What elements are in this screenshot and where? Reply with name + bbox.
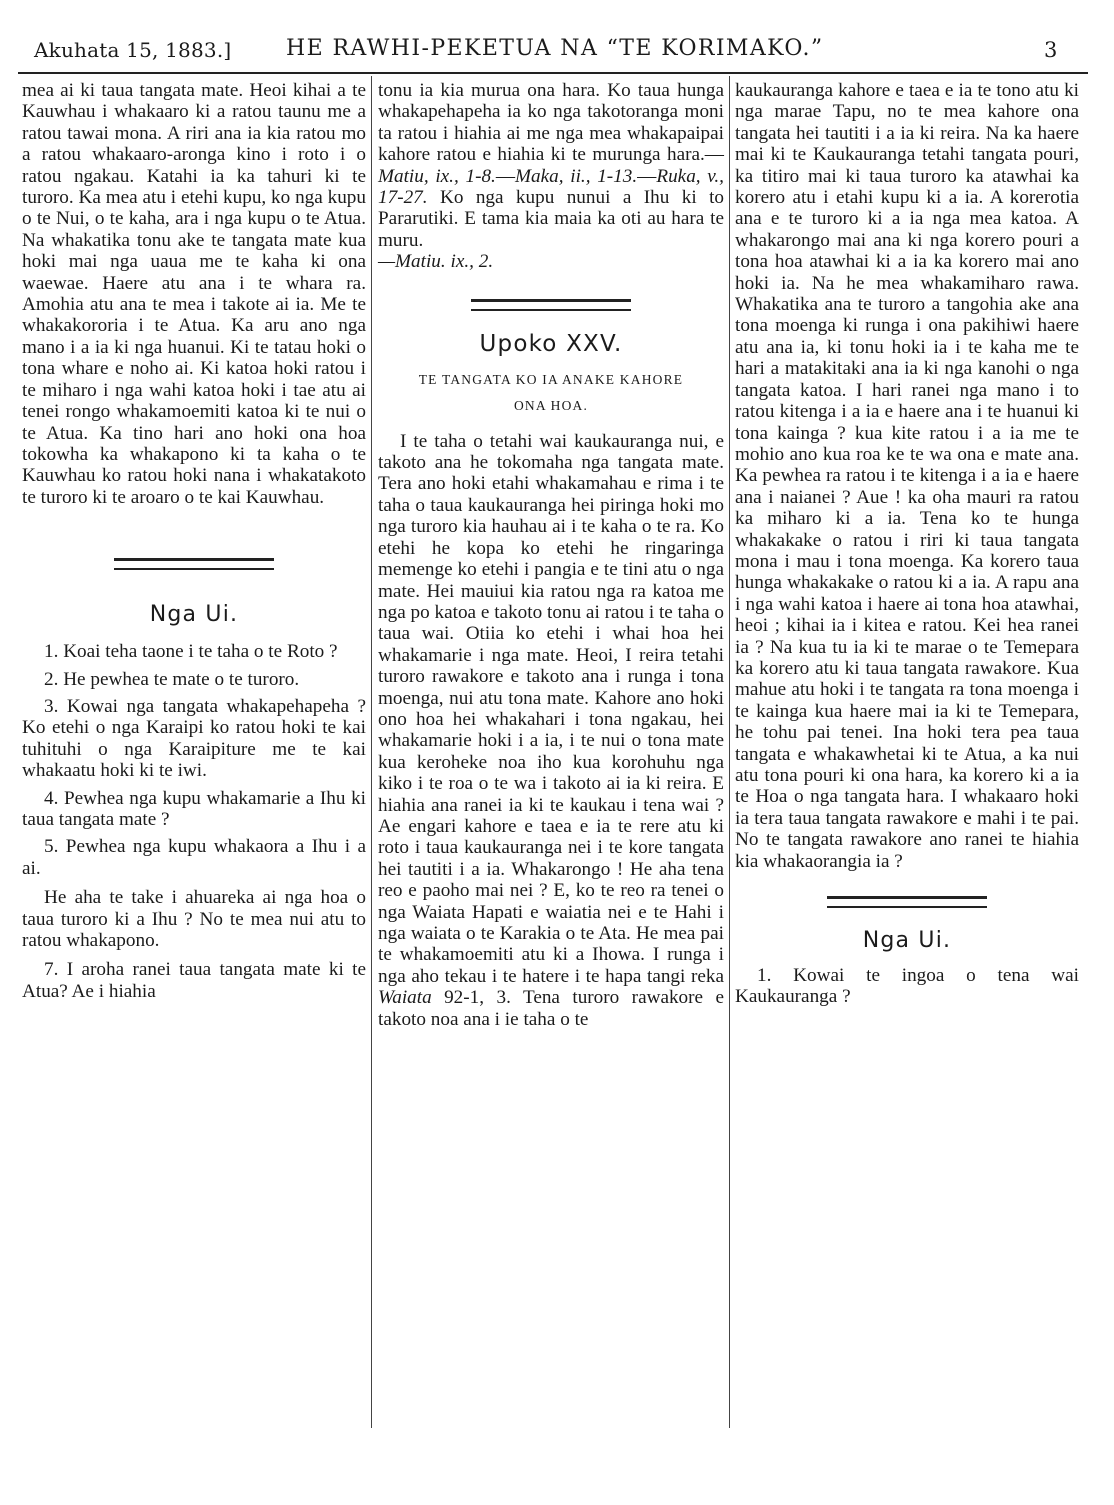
chapter-body — [378, 431, 724, 1030]
page-number: 3 — [1044, 38, 1058, 62]
header-rule — [18, 72, 1088, 74]
section-divider — [471, 299, 631, 311]
paragraph-text: 92-1, 3. Tena turoro rawakore e takoto noa ana i ie taha o te — [378, 987, 724, 1030]
chapter-continuation: kaukauranga kahore e taea e ia te tono atu ki nga marae Tapu, no te mea kahore ona tangata hei tautiti i a ia ki reira. Na ka haere mai ki te Kaukauranga tetahi tangata pouri, ka titiro mai ki taua turoro ka atawhai ka korero atu i etahi kupu ki a ia. A korerotia ana e te turoro ki a ia nga mea katoa. A whakarongo mai ana ki nga korero pouri a tona hoa atawhai ki a ia ka korero mai ano hoki ia. Na he mea whakamiharo rawa. Whakatika ana te turoro a tangohia ake ana tona moenga ki runga i ona pakihiwi haere atu ana ia, ki tonu hoki ia i te kaha me te hari a matakitaki ana ia ki nga kanohi o nga tangata katoa. I hari ranei nga mano i to ratou kitenga i a ia e haere ana i te huanui ki tona kainga ? kua kite ratou i a ia me te mohio ano kua roa ke te wa ona e mate ana. Ka pewhea ra ratou i te kitenga i a ia e haere ana i naianei ? Aue ! ka oha mauri ra ratou ka miharo ki a ia. Tena ko te hunga whakakake o ratou i riri ki taua tangata mona i mau i tona moenga. Ka korero taua hunga whakakake o ratou ki a ia. A rapu ana i nga wahi katoa i haere ai tona hoa atawhai, heoi ; kihai ia i kitea e ratou. Kei hea ranei ia ? Na kua tu ia ki te marae o te Temepara ka korero atu ki taua tangata rawakore. Kua mahue atu hoki i te tangata ra tona moenga i te kainga kua haere mai ia ki te Temepara, he tohu pai tenei. Ina hoki tera pea taua tangata e whakawhetai ki te Atua, a ka nui atu tona pouri ki ona hara, ka korero ki a ia te Hoa o nga tangata hara. I whakaaro hoki ia tera taua tangata rawakore e mahi i te pai. No te tangata rawakore ano ranei te hiahia kia whakaorangia ia ? — [735, 80, 1079, 872]
paragraph-text: I te taha o tetahi wai kaukauranga nui, e takoto ana he tokomaha nga tangata mate. Tera ano hoki etahi whakamahau e rima i te taha o taua kaukauranga hei piringa hoki mo nga turoro kia hauhau ai i te kaha o te ra. Ko etehi he kopa ko etehi he ringaringa memenge ko etehi i pangia e te tini atu o nga mate. Hei mauiui kia ratou nga ra katoa me nga po katoa e takoto tonu ai ratou i te taha o taua wai. Otiia ko etehi i whai hoa hei whakamarie i nga mate. Heoi, I reira tetahi turoro rawakore e takoto ana i runga i tona moenga, nui atu tona mate. Kahore ano hoki ono hoa hei whakahari i tona ngakau, hei whakamarie hoki i a ia, i te nui o tona mate kua keroheke noa iho kua korohuhu nga kiko i te roa o te wa i takoto ai ia ki reira. E hiahia ana ranei ia ki te kaukau i tena wai ? Ae engari kahore e taea e ia te rere atu ki roto i taua kaukauranga nei i te kore tangata hei tautiti i a ia. Whakarongo ! He aha tena reo e paoho mai nei ? E, ko te reo ra tenei o nga Waiata Hapati e waiatia nei e te Hahi i nga waiata o te Karakia o te Ata. He mea pai te whakamoemiti atu ki a Ihowa. I runga i nga aho tekau i te hatere i te hapa tangi reka — [378, 430, 724, 987]
article-continuation: mea ai ki taua tangata mate. Heoi kihai a te Kauwhau i whakaaro ki a ratou taunu me a ratou tawai mona. A riri ana ia kia ratou mo a ratou whakaaro-aronga kino i roto i o ratou ngakau. Katahi ia ka tahuri ki te turoro. Ka mea atu i etehi kupu, ko nga kupu o te Nui, o te kaha, ara i nga kupu o te Atua. Na whakatika tonu ake te tangata mate kua hoki mai nga uaua me te kaha ki ona waewae. Haere atu ana i te whara ra. Amohia atu ana te mea i takote ai ia. Me te whakakororia i te Atua. Ka aru ano nga mano i a ia ki nga huanui. Ki te tatau hoki o tona whare e noho ai. Ki katoa hoki ratou i te miharo i nga wahi katoa hoki i tae atu ai tenei rongo whakamoemiti katoa ki te nui o te Atua. Ka tino hari ano hoki ona hoa tokowha ka whakapono ki ta kaha o te Kauwhau ko ratou hoki nana i whakatakoto te turoro ki te aroaro o te kai Kauwhau. — [22, 80, 366, 508]
issue-date: Akuhata 15, 1883.] — [34, 38, 232, 62]
scripture-reference: Matiu, ix., 1-8. — [378, 165, 496, 187]
question-item: He aha te take i ahuareka ai nga hoa o taua turoro ki a Ihu ? No te mea nui atu to ratou whakapono. — [22, 887, 366, 951]
scripture-paragraph — [378, 80, 724, 251]
section-divider — [827, 896, 987, 908]
reference-dash: — — [495, 165, 516, 187]
hymn-reference: Waiata — [378, 987, 432, 1009]
question-item: 7. I aroha ranei taua tangata mate ki te Atua? Ae i hiahia — [22, 959, 366, 1002]
scripture-reference: Maka, ii., 1-13. — [515, 165, 638, 187]
column-left — [22, 80, 366, 1002]
chapter-title: Upoko XXV. — [479, 330, 623, 357]
question-item: 3. Kowai nga tangata whakapehapeha ? Ko etehi o nga Karaipi ko ratou hoki te kai tuhituhi o nga Karaipiture me te kai whakaatu hoki ki te iwi. — [22, 695, 366, 782]
question-item: 1. Koai teha taone i te taha o te Roto ? — [44, 641, 338, 663]
question-item: 1. Kowai te ingoa o tena wai Kaukauranga ? — [735, 965, 1079, 1008]
question-item: 5. Pewhea nga kupu whakaora a Ihu i a ai. — [22, 836, 366, 879]
questions-heading: Nga Ui. — [862, 928, 952, 954]
question-item: 4. Pewhea nga kupu whakamarie a Ihu ki taua tangata mate ? — [22, 787, 366, 830]
paragraph-text: Ko nga kupu nunui a Ihu ki to Pararutiki. E tama kia maia ka oti au hara te muru. — [378, 187, 724, 251]
column-divider — [371, 76, 372, 1428]
column-divider — [729, 76, 730, 1428]
reference-dash: — — [637, 165, 657, 187]
chapter-subtitle: ONA HOA. — [513, 397, 589, 413]
scripture-reference: Ruka, v., 17-27. — [378, 165, 724, 209]
paragraph-text: tonu ia kia murua ona hara. Ko taua hunga whakapehapeha ia ko nga takotoranga moni ta ratou i hiahia ai me nga mea whakapaipai kahore ratou e hiahia ki te murunga hara.— — [378, 80, 724, 166]
section-divider — [114, 558, 274, 570]
question-item: 2. He pewhea te mate o te turoro. — [44, 668, 300, 690]
column-middle — [378, 80, 724, 1030]
column-right — [735, 80, 1079, 1008]
chapter-subtitle: TE TANGATA KO IA ANAKE KAHORE — [418, 371, 684, 387]
questions-heading: Nga Ui. — [149, 602, 239, 628]
publication-title: HE RAWHI-PEKETUA NA “TE KORIMAKO.” — [286, 36, 824, 61]
scripture-reference: —Matiu. ix., 2. — [378, 251, 494, 273]
